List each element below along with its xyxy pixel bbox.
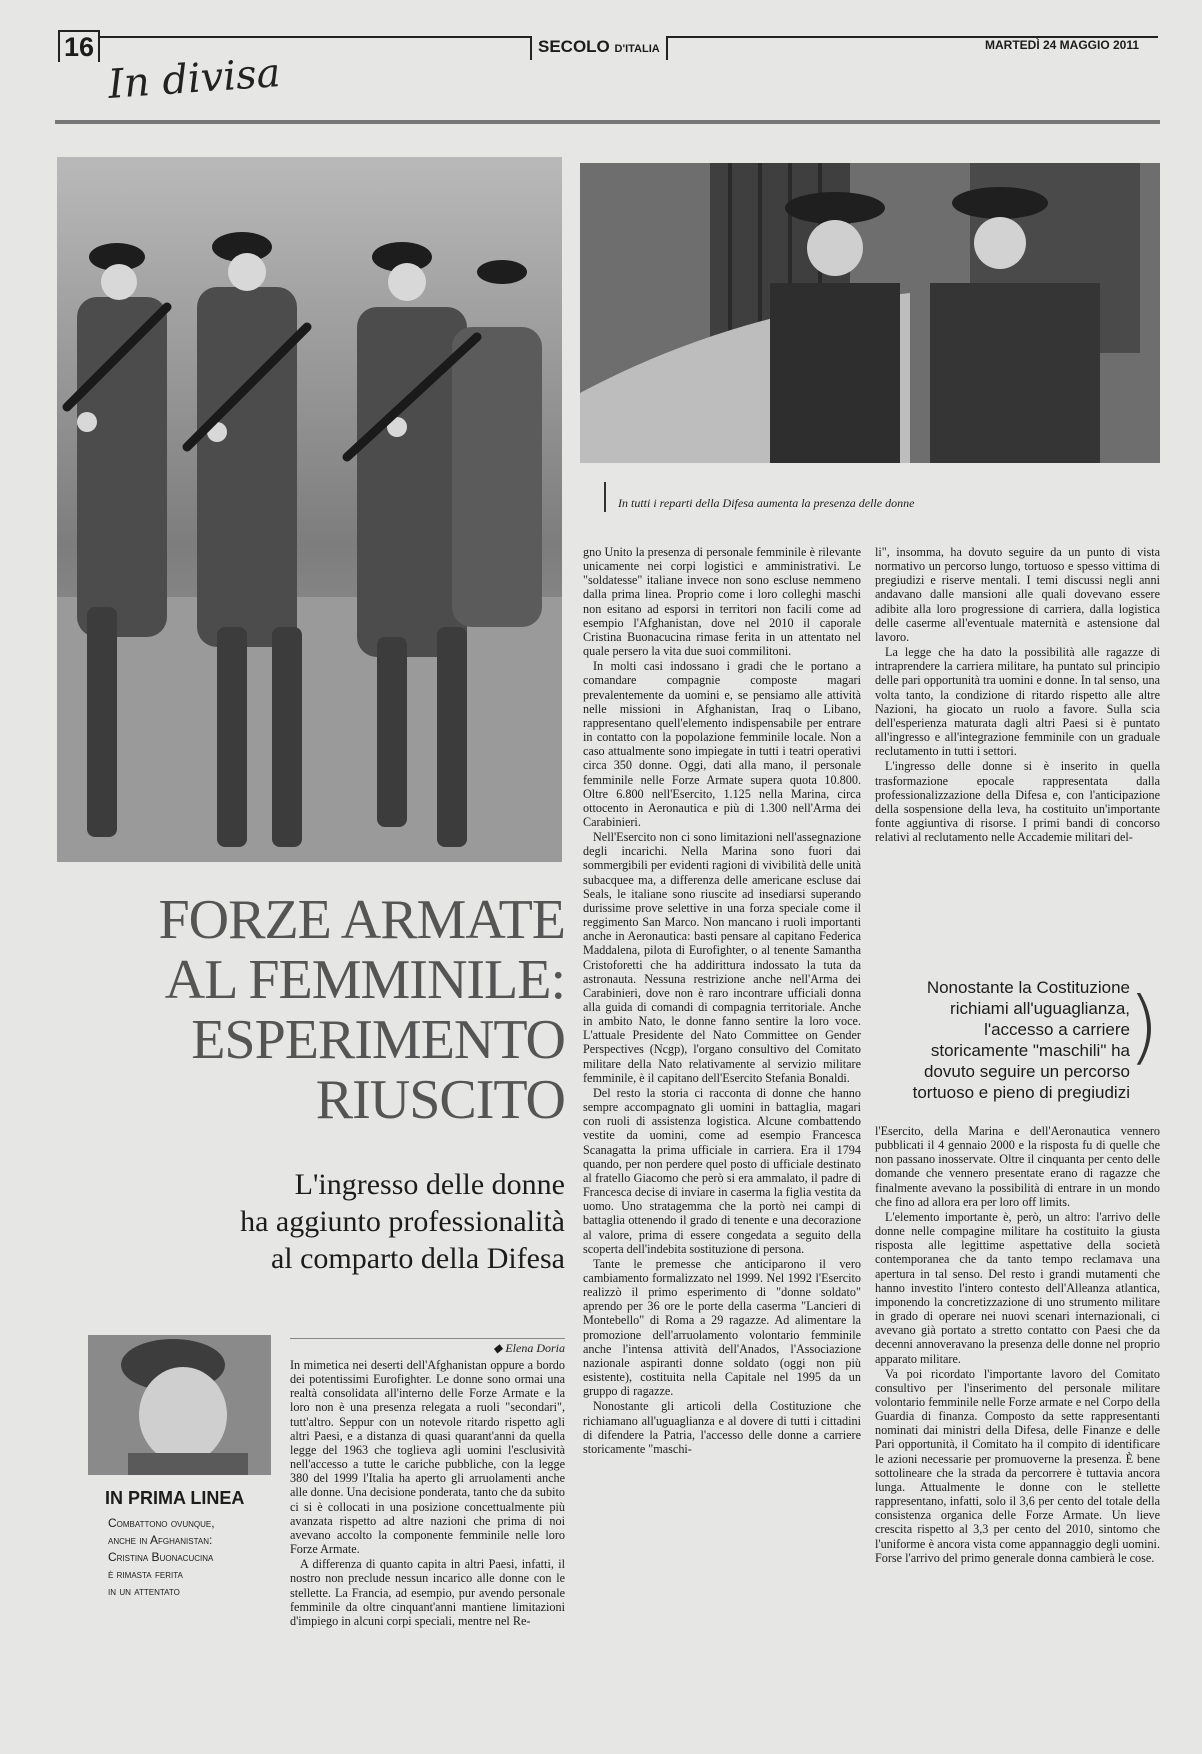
subheadline-line-1: L'ingresso delle donne: [294, 1168, 565, 1201]
paragraph: Nonostante gli articoli della Costituzione che richiamano all'uguaglianza e al dovere di tutti i cittadini di difendere la Patria, l'accesso delle donne a carriere storicamente "maschi-: [583, 1399, 861, 1456]
page-number: 16: [58, 30, 100, 62]
photo-marching-soldiers: [57, 157, 562, 862]
newspaper-suffix: D'ITALIA: [614, 43, 660, 55]
subheadline-line-2: ha aggiunto professionalità: [240, 1205, 565, 1238]
headline-line-4: RIUSCITO: [315, 1069, 565, 1131]
paragraph: L'ingresso delle donne si è inserito in quella trasformazione epocale rappresentata dalla professionalizzazione della Difesa e, con l'anticipazione della sospensione della leva, ha costituito un'importante fonte aggiuntiva di risorse. I primi bandi di concorso relativi al reclutamento nelle Accademie militari del-: [875, 759, 1160, 845]
sidebar-line-4: è rimasta ferita: [108, 1567, 183, 1581]
sidebar-line-5: in un attentato: [108, 1584, 180, 1598]
portrait-photo: [88, 1335, 271, 1475]
sidebar-line-3: Cristina Buonacucina: [108, 1550, 214, 1564]
paragraph: La legge che ha dato la possibilità alle ragazze di intraprendere la carriera militare, ha puntato sul principio delle pari opportunità tra uomini e donne. In tal senso, una volta tanto, la condizione di ritardo rispetto alle altre Nazioni, ha giocato un ruolo a favore. Sulla scia dell'esperienza maturata dagli altri Paesi si è puntato all'ingresso e all'integrazione femminile con un graduale reclutamento in tutti i settori.: [875, 645, 1160, 759]
pull-quote: Nonostante la Costituzione richiami all'uguaglianza, l'accesso a carriere storicamente "maschili" ha dovuto seguire un percorso tortuoso e pieno di pregiudizi: [912, 978, 1130, 1102]
paragraph: Va poi ricordato l'importante lavoro del Comitato consultivo per l'inserimento del personale militare volontario femminile nelle Forze armate e nel Corpo della Guardia di finanza. Composto da sette rappresentanti nominati dai ministri della Difesa, delle Finanze e delle Pari opportunità, il Comitato ha il compito di identificare le azioni necessarie per promuoverne la presenza. È bene sottolineare che la strada da percorrere è tuttavia ancora lunga. Attualmente le donne con le stellette rappresentano, infatti, solo il 3,6 per cento del totale della consistenza organica delle Forze Armate. Un lieve crescita rispetto al 3,3 per cento del 2010, sintomo che l'uniforme è ancora vista come appannaggio degli uomini. Forse l'arrivo del primo generale donna cambierà le cose.: [875, 1366, 1160, 1565]
photo-carabinieri: [580, 163, 1160, 463]
sidebar-line-1: Combattono ovunque,: [108, 1516, 215, 1530]
headline-line-3: ESPERIMENTO: [191, 1009, 565, 1071]
subheadline: [90, 1166, 565, 1277]
sidebar-title: IN PRIMA LINEA: [105, 1488, 245, 1508]
pull-quote-bracket: ): [1128, 980, 1160, 1073]
newspaper-name: [530, 36, 668, 60]
article-column-3: [875, 545, 1160, 955]
subheadline-line-3: al comparto della Difesa: [270, 1242, 565, 1275]
paragraph: Nell'Esercito non ci sono limitazioni nell'assegnazione degli incarichi. Nella Marina sono fuori dai sommergibili per evidenti ragioni di vivibilità delle unità subacquee ma, a differenza delle americane escluse dai Seals, le italiane sono riuscite ad insediarsi superando durissime prove selettive in una forza speciale come il reggimento San Marco. Non mancano i ruoli importanti anche in Aeronautica: basti pensare al capitano Federica Maddalena, pilota di Eurofighter, o al tenente Samantha Cristoforetti che ha addirittura indossato la tuta da astronauta. Nessuna restrizione anche nell'Arma dei Carabinieri, dove non è raro incontrare ufficiali donna alla guida di comandi di compagnia territoriale. Anche in ambito Nato, le donne fanno sentire la loro voce. L'attuale Presidente del Nato Committee on Gender Perspectives (Ncgp), l'organo consultivo del Comitato militare della Nato relativamente al servizio militare femminile, è il capitano dell'Esercito Stefania Bonaldi.: [583, 830, 861, 1085]
newspaper-title: SECOLO: [538, 37, 610, 56]
paragraph: Tante le premesse che anticiparono il vero cambiamento formalizzato nel 1999. Nel 1992 l'Esercito realizzò il primo esperimento di "donne soldato" aprendo per 36 ore le porte della caserma "Lancieri di Montebello" di Roma a 29 ragazze. Ad alimentare la promozione dell'arruolamento volontario femminile anche l'intensa attività dell'Anados, l'Associazione nazionale aspiranti donne soldato (oggi non più esistente), costituita nella Capitale nel 1995 da un gruppo di ragazze.: [583, 1256, 861, 1399]
caption-rule: [604, 482, 606, 512]
paragraph: A differenza di quanto capita in altri Paesi, infatti, il nostro non preclude nessun incarico alle donne con le stellette. La Francia, ad esempio, pur avendo personale femminile da oltre cinquant'anni mantiene limitazioni d'impiego in alcuni corpi speciali, mentre nel Re-: [290, 1557, 565, 1628]
header-divider: [55, 120, 1160, 124]
issue-date: MARTEDÌ 24 MAGGIO 2011: [985, 38, 1140, 52]
author-name: Elena Doria: [505, 1341, 565, 1355]
paragraph: In molti casi indossano i gradi che le portano a comandare compagnie composte magari prevalentemente da uomini e, se pensiamo alle attività nelle missioni in Afghanistan, Iraq o Libano, rappresentano quell'elemento indispensabile per entrare in contatto con la popolazione femminile locale. Non a caso attualmente sono impiegate in tutti i teatri operativi circa 350 donne. Oggi, dati alla mano, il personale femminile nelle Forze Armate supera quota 10.800. Oltre 6.800 nell'Esercito, 1.125 nella Marina, circa ottocento in Aeronautica e più di 1.300 nell'Arma dei Carabinieri.: [583, 659, 861, 829]
section-title: In divisa: [106, 50, 282, 108]
article-column-2: [583, 545, 861, 1745]
article-column-1: [290, 1358, 565, 1744]
paragraph: l'Esercito, della Marina e dell'Aeronautica vennero pubblicati il 4 gennaio 2000 e la risposta fu di quelle che non passano inosservate. Oltre il cinquanta per cento delle domande che vennero presentate erano di ragazze che finalmente avevano la possibilità di entrare in un mondo che fino ad allora era per loro off limits.: [875, 1124, 1160, 1209]
sidebar-text: [108, 1515, 278, 1600]
paragraph: gno Unito la presenza di personale femminile è rilevante unicamente nei corpi logistici e amministrativi. Le "soldatesse" italiane invece non sono escluse nemmeno dalla prima linea. Proprio come i loro colleghi maschi non esitano ad esporsi in territori non facili come ad esempio l'Afghanistan, dove nel 2010 il caporale Cristina Buonacucina rimase ferita in un attentato nel quale persero la vita due suoi commilitoni.: [583, 545, 861, 659]
sidebar-line-2: anche in Afghanistan:: [108, 1533, 213, 1547]
article-column-4: [875, 1124, 1160, 1744]
headline-line-1: FORZE ARMATE: [158, 889, 565, 951]
byline: ◆ Elena Doria: [290, 1338, 565, 1356]
paragraph: Del resto la storia ci racconta di donne che hanno sempre accompagnato gli uomini in battaglia, magari con ruoli di assistenza logistica. Alcune combattendo vestite da uomini, come ad esempio Francesca Scanagatta la prima ufficiale in carriera. Era il 1794 quando, per non perdere quel posto di ufficiale destinato al fratello Giacomo che però si era ammalato, il padre di Francesca decise di inviare in caserma la figlia vestita da uomo. Uno stratagemma che la portò nei campi di battaglia ottenendo il grado di tenente e una decorazione al valore, prima di essere congedata a seguito della scoperta dell'indebita sostituzione di persona.: [583, 1085, 861, 1256]
paragraph: li", insomma, ha dovuto seguire da un punto di vista normativo un percorso lungo, tortuoso e spesso vittima di pregiudizi e riserve mentali. I temi discussi negli anni andavano dalle mansioni alle quali dovevano essere adibite alla loro progressione di carriera, dalla logistica delle caserme all'eventuale maternità e astensione dal lavoro.: [875, 545, 1160, 644]
paragraph: L'elemento importante è, però, un altro: l'arrivo delle donne nelle compagine militare ha costituito la giusta risposta alle legittime aspettative della società contemporanea che da tanto tempo reclamava una apertura in tal senso. Del resto i grandi mutamenti che hanno investito l'intero contesto dell'Alleanza atlantica, imponendo la concretizzazione di uno strumento militare in grado di operare nei nuovi scenari internazionali, ci avevano già portato a stretto contatto con Paesi che da decenni annoveravano la presenza delle donne nel proprio apparato militare.: [875, 1209, 1160, 1366]
photo-caption: In tutti i reparti della Difesa aumenta la presenza delle donne: [618, 496, 915, 510]
headline: [60, 890, 565, 1130]
headline-line-2: AL FEMMINILE:: [164, 949, 565, 1011]
paragraph: In mimetica nei deserti dell'Afghanistan oppure a bordo dei potentissimi Eurofighter. Le donne sono ormai una realtà consolidata all'interno delle Forze Armate e la loro non è una presenza relegata a ruoli "secondari", tutt'altro. Seppur con un notevole ritardo rispetto agli altri Paesi, e a distanza di quasi quarant'anni da quella legge del 1963 che toglieva agli uomini l'esclusività nell'accesso a tutte le cariche pubbliche, con la legge 380 del 1999 l'Italia ha aperto gli arruolamenti anche alle donne. Una decisione ponderata, tanto che da subito ci si è collocati in una posizione concettualmente più avanzata rispetto ad altre nazioni che prima di noi avevano accolto la componente femminile nelle loro Forze Armate.: [290, 1358, 565, 1557]
